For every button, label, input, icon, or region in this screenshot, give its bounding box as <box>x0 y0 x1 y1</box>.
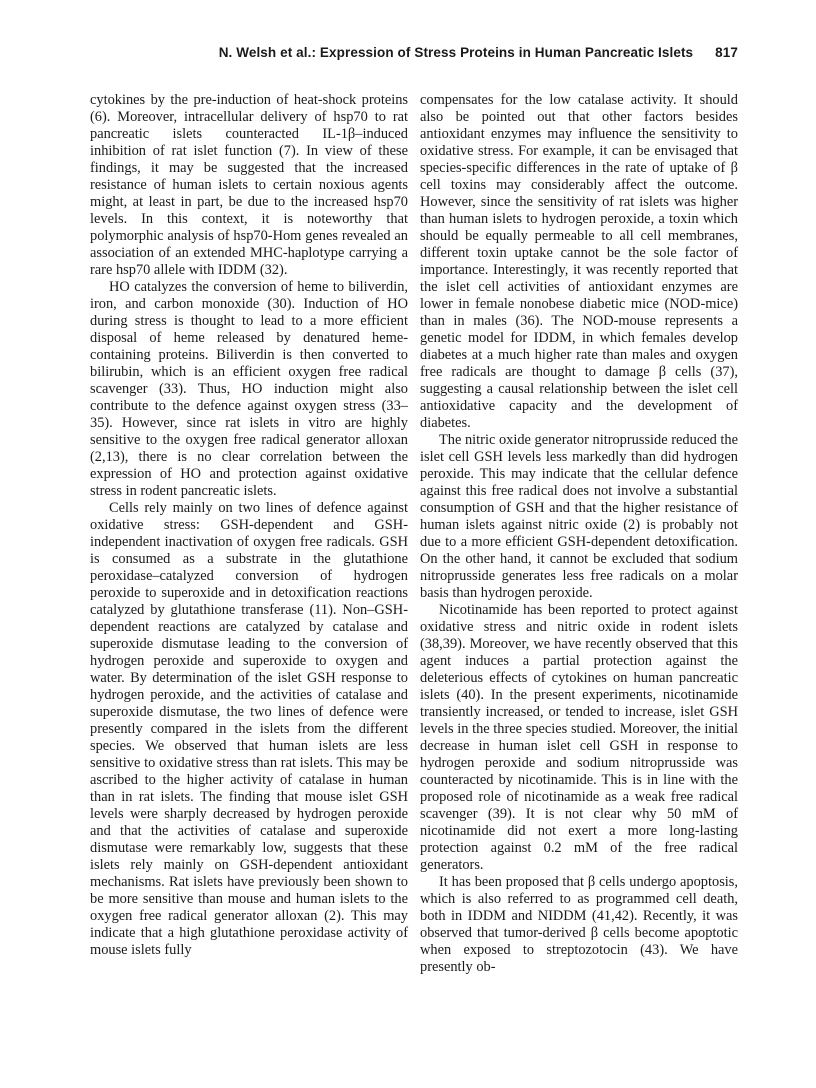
paragraph: Cells rely mainly on two lines of defence against oxidative stress: GSH-dependent and GSH-independent inactivation of oxygen free radicals. GSH is consumed as a substrate in the glutathione peroxidase–catalyzed conversion of hydrogen peroxide to superoxide and in detoxification reactions catalyzed by glutathione transferase (11). Non–GSH-dependent reactions are catalyzed by catalase and superoxide dismutase leading to the conversion of hydrogen peroxide and superoxide to oxygen and water. By determination of the islet GSH response to hydrogen peroxide, and the activities of catalase and superoxide dismutase, the two lines of defence were presently compared in the islets from the different species. We observed that human islets are less sensitive to oxidative stress than rat islets. This may be ascribed to the higher activity of catalase in human than in rat islets. The finding that mouse islet GSH levels were sharply decreased by hydrogen peroxide and that the activities of catalase and superoxide dismutase were remarkably low, suggests that these islets rely mainly on GSH-dependent antioxidant mechanisms. Rat islets have previously been shown to be more sensitive than mouse and human islets to the oxygen free radical generator alloxan (2). This may indicate that a high glutathione peroxidase activity of mouse islets fully <box>90 500 408 958</box>
right-column <box>420 92 738 976</box>
paragraph: Nicotinamide has been reported to protect against oxidative stress and nitric oxide in rodent islets (38,39). Moreover, we have recently observed that this agent induces a partial protection against the deleterious effects of cytokines on human pancreatic islets (40). In the present experiments, nicotinamide transiently increased, or tended to increase, islet GSH levels in the three species studied. Moreover, the initial decrease in human islet cell GSH in response to hydrogen peroxide and sodium nitroprusside was counteracted by nicotinamide. This is in line with the proposed role of nicotinamide as a weak free radical scavenger (39). It is not clear why 50 mM of nicotinamide did not exert a more long-lasting protection against 0.2 mM of the free radical generators. <box>420 602 738 873</box>
paragraph: HO catalyzes the conversion of heme to biliverdin, iron, and carbon monoxide (30). Induction of HO during stress is thought to lead to a more efficient disposal of heme released by denatured heme-containing proteins. Biliverdin is then converted to bilirubin, which is an efficient oxygen free radical scavenger (33). Thus, HO induction might also contribute to the defence against oxygen stress (33–35). However, since rat islets in vitro are highly sensitive to the oxygen free radical generator alloxan (2,13), there is no clear correlation between the expression of HO and protection against oxidative stress in rodent pancreatic islets. <box>90 279 408 499</box>
paragraph: It has been proposed that β cells undergo apoptosis, which is also referred to as programmed cell death, both in IDDM and NIDDM (41,42). Recently, it was observed that tumor-derived β cells become apoptotic when exposed to streptozotocin (43). We have presently ob- <box>420 874 738 975</box>
paragraph: compensates for the low catalase activity. It should also be pointed out that other factors besides antioxidant enzymes may influence the sensitivity to oxidative stress. For example, it can be envisaged that species-specific differences in the rate of uptake of β cell toxins may considerably affect the outcome. However, since the sensitivity of rat islets was higher than human islets to hydrogen peroxide, a toxin which should be equally permeable to all cell membranes, different toxin uptake cannot be the sole factor of importance. Interestingly, it was recently reported that the islet cell activities of antioxidant enzymes are lower in female nonobese diabetic mice (NOD-mice) than in males (36). The NOD-mouse represents a genetic model for IDDM, in which females develop diabetes at a much higher rate than males and oxygen free radicals are thought to damage β cells (37), suggesting a causal relationship between the islet cell antioxidative capacity and the development of diabetes. <box>420 92 738 431</box>
paragraph: cytokines by the pre-induction of heat-shock proteins (6). Moreover, intracellular delivery of hsp70 to rat pancreatic islets counteracted IL-1β–induced inhibition of rat islet function (7). In view of these findings, it may be suggested that the increased resistance of human islets to certain noxious agents might, at least in part, be due to the increased hsp70 levels. In this context, it is noteworthy that polymorphic analysis of hsp70-Hom genes revealed an association of an extended MHC-haplotype carrying a rare hsp70 allele with IDDM (32). <box>90 92 408 278</box>
running-header <box>90 45 738 60</box>
left-column <box>90 92 408 959</box>
page-number: 817 <box>715 45 738 60</box>
running-title: N. Welsh et al.: Expression of Stress Proteins in Human Pancreatic Islets <box>218 45 694 60</box>
paragraph: The nitric oxide generator nitroprusside reduced the islet cell GSH levels less markedly than did hydrogen peroxide. This may indicate that the cellular defence against this free radical does not involve a substantial consumption of GSH and that the higher resistance of human islets against nitric oxide (2) is probably not due to a more efficient GSH-dependent detoxification. On the other hand, it cannot be excluded that sodium nitroprusside generates less free radicals on a molar basis than hydrogen peroxide. <box>420 432 738 601</box>
